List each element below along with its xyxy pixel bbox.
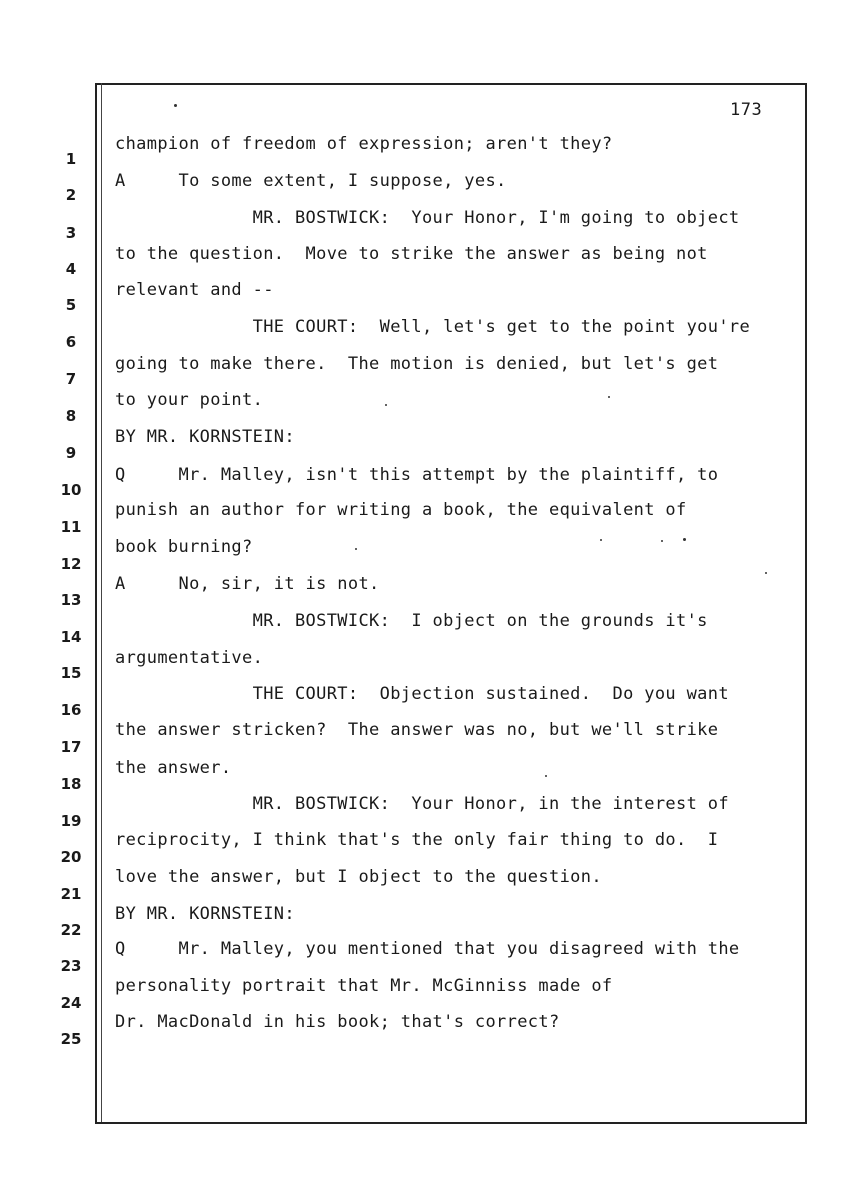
transcript-line: BY MR. KORNSTEIN: — [115, 427, 295, 447]
transcript-line: THE COURT: Objection sustained. Do you want — [115, 684, 729, 704]
scan-speck — [174, 104, 177, 107]
transcript-line: going to make there. The motion is denied, but let's get — [115, 354, 719, 374]
scan-speck — [385, 404, 387, 406]
scan-speck — [661, 540, 663, 542]
line-number: 25 — [60, 1030, 82, 1048]
left-margin-rule — [95, 83, 97, 1122]
line-number: 4 — [65, 260, 77, 278]
transcript-line: Q Mr. Malley, you mentioned that you disagreed with the — [115, 939, 740, 959]
line-number: 7 — [65, 370, 77, 388]
line-number: 5 — [65, 296, 77, 314]
transcript-line: THE COURT: Well, let's get to the point you're — [115, 317, 751, 337]
transcript-line: book burning? — [115, 537, 253, 557]
line-number: 10 — [60, 481, 82, 499]
line-number: 19 — [60, 812, 82, 830]
line-number: 13 — [60, 591, 82, 609]
transcript-line: relevant and -- — [115, 280, 274, 300]
line-number: 18 — [60, 775, 82, 793]
transcript-line: MR. BOSTWICK: I object on the grounds it's — [115, 611, 708, 631]
line-number: 14 — [60, 628, 82, 646]
transcript-line: BY MR. KORNSTEIN: — [115, 904, 295, 924]
line-number: 16 — [60, 701, 82, 719]
line-number: 24 — [60, 994, 82, 1012]
transcript-line: champion of freedom of expression; aren't they? — [115, 134, 613, 154]
line-number: 17 — [60, 738, 82, 756]
scan-speck — [765, 572, 767, 574]
line-number: 9 — [65, 444, 77, 462]
transcript-line: the answer. — [115, 758, 232, 778]
line-number: 8 — [65, 407, 77, 425]
line-number: 6 — [65, 333, 77, 351]
line-number: 22 — [60, 921, 82, 939]
transcript-line: love the answer, but I object to the question. — [115, 867, 602, 887]
line-number: 11 — [60, 518, 82, 536]
transcript-line: the answer stricken? The answer was no, but we'll strike — [115, 720, 719, 740]
line-number: 2 — [65, 186, 77, 204]
transcript-line: A To some extent, I suppose, yes. — [115, 171, 507, 191]
transcript-line: to the question. Move to strike the answer as being not — [115, 244, 708, 264]
line-number: 3 — [65, 224, 77, 242]
transcript-line: argumentative. — [115, 648, 264, 668]
scan-speck — [683, 538, 686, 541]
line-number: 20 — [60, 848, 82, 866]
transcript-line: reciprocity, I think that's the only fair thing to do. I — [115, 830, 719, 850]
scan-speck — [355, 548, 357, 550]
scan-speck — [545, 775, 547, 777]
transcript-line: MR. BOSTWICK: Your Honor, I'm going to object — [115, 208, 740, 228]
page-border — [95, 83, 807, 1124]
line-number: 23 — [60, 957, 82, 975]
line-number: 12 — [60, 555, 82, 573]
transcript-line: Q Mr. Malley, isn't this attempt by the plaintiff, to — [115, 465, 719, 485]
transcript-line: Dr. MacDonald in his book; that's correct? — [115, 1012, 560, 1032]
transcript-line: personality portrait that Mr. McGinniss made of — [115, 976, 613, 996]
transcript-line: punish an author for writing a book, the equivalent of — [115, 500, 687, 520]
page-number: 173 — [730, 100, 763, 120]
line-number: 15 — [60, 664, 82, 682]
line-number: 21 — [60, 885, 82, 903]
transcript-line: A No, sir, it is not. — [115, 574, 380, 594]
scan-speck — [608, 396, 610, 398]
line-number: 1 — [65, 150, 77, 168]
transcript-line: MR. BOSTWICK: Your Honor, in the interest of — [115, 794, 729, 814]
transcript-line: to your point. — [115, 390, 264, 410]
left-margin-inner-rule — [101, 83, 102, 1122]
scan-speck — [600, 539, 602, 541]
